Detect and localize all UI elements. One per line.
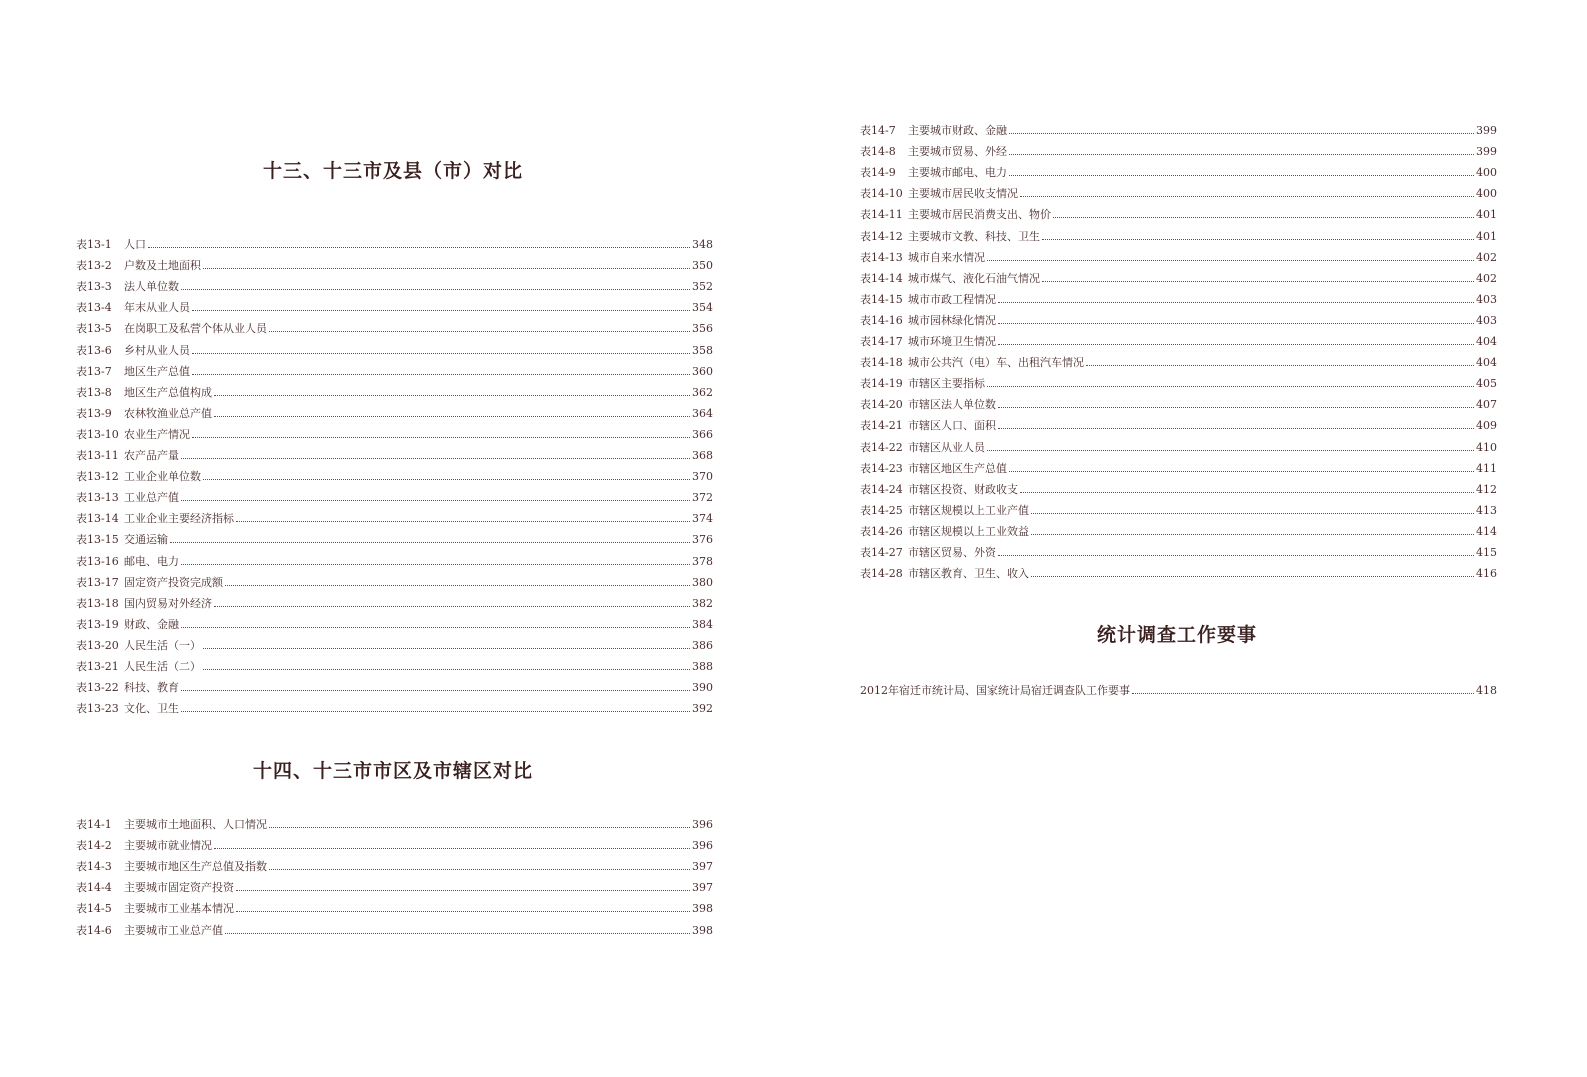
- toc-entry[interactable]: [76, 546, 713, 568]
- toc-entry[interactable]: [76, 504, 713, 526]
- dot-leader: [1042, 280, 1474, 282]
- toc-entry-title: 主要城市贸易、外经: [908, 145, 1007, 159]
- dot-leader: [1053, 216, 1474, 218]
- toc-entry-title: 法人单位数: [124, 280, 179, 294]
- toc-entry[interactable]: [860, 116, 1497, 138]
- toc-entry[interactable]: [860, 559, 1497, 581]
- dot-leader: [214, 394, 690, 396]
- toc-entry-code: 表14-4: [76, 881, 112, 895]
- toc-entry-title: 城市煤气、液化石油气情况: [908, 271, 1040, 285]
- toc-entry-code: 表14-3: [76, 860, 112, 874]
- dot-leader: [181, 563, 690, 565]
- toc-entry-title: 市辖区人口、面积: [908, 419, 996, 433]
- toc-entry-page-number: 354: [692, 301, 713, 315]
- dot-leader: [203, 267, 690, 269]
- toc-entry-code: 表14-7: [860, 124, 896, 138]
- toc-entry[interactable]: [76, 483, 713, 505]
- toc-entry-title: 市辖区地区生产总值: [908, 461, 1007, 475]
- toc-entry-page-number: 358: [692, 343, 713, 357]
- toc-entry-code: 表14-22: [860, 440, 903, 454]
- dot-leader: [1031, 533, 1474, 535]
- toc-entry-page-number: 362: [692, 385, 713, 399]
- toc-entry[interactable]: [76, 894, 713, 916]
- toc-entry-page-number: 416: [1476, 567, 1497, 581]
- dot-leader: [1042, 238, 1474, 240]
- dot-leader: [225, 584, 690, 586]
- toc-entry-code: 表13-13: [76, 491, 119, 505]
- toc-entry[interactable]: [860, 496, 1497, 517]
- toc-entry-title: 市辖区规模以上工业效益: [908, 524, 1029, 538]
- toc-entry-title: 主要城市工业基本情况: [124, 902, 234, 916]
- toc-entry-page-number: 402: [1476, 271, 1497, 285]
- toc-entry-title: 人口: [124, 238, 146, 252]
- toc-entry-page-number: 415: [1476, 545, 1497, 559]
- toc-entry-code: 表14-13: [860, 250, 903, 264]
- dot-leader: [181, 288, 690, 290]
- toc-entry-page-number: 399: [1476, 145, 1497, 159]
- toc-entry[interactable]: [76, 810, 713, 832]
- dot-leader: [998, 343, 1474, 345]
- toc-entry-title: 国内贸易对外经济: [124, 596, 212, 610]
- dot-leader: [998, 554, 1474, 556]
- toc-entry-code: 表13-1: [76, 238, 112, 252]
- toc-section-14-left: [76, 810, 713, 937]
- toc-entry-page-number: 402: [1476, 250, 1497, 264]
- toc-entry-code: 表13-6: [76, 343, 112, 357]
- toc-entry-page-number: 413: [1476, 503, 1497, 517]
- toc-entry-code: 表13-8: [76, 385, 112, 399]
- toc-entry-title: 交通运输: [124, 533, 168, 547]
- toc-entry-page-number: 397: [692, 860, 713, 874]
- toc-entry-code: 表14-23: [860, 461, 903, 475]
- toc-entry[interactable]: [860, 676, 1497, 698]
- toc-entry[interactable]: [860, 411, 1497, 433]
- toc-entry-code: 表14-21: [860, 419, 903, 433]
- toc-entry[interactable]: [76, 230, 713, 252]
- toc-entry-title: 主要城市工业总产值: [124, 923, 223, 937]
- dot-leader: [181, 626, 690, 628]
- toc-entry-code: 表14-16: [860, 313, 903, 327]
- toc-entry-code: 表14-6: [76, 923, 112, 937]
- toc-entry-page-number: 360: [692, 364, 713, 378]
- toc-entry-code: 表13-12: [76, 470, 119, 484]
- toc-entry[interactable]: [76, 525, 713, 547]
- toc-entry-page-number: 403: [1476, 313, 1497, 327]
- toc-entry-code: 表14-28: [860, 567, 903, 581]
- dot-leader: [181, 457, 690, 459]
- toc-entry-code: 表13-3: [76, 280, 112, 294]
- toc-entry[interactable]: [860, 390, 1497, 412]
- dot-leader: [269, 330, 690, 332]
- toc-entry-page-number: 409: [1476, 419, 1497, 433]
- toc-entry[interactable]: [860, 538, 1497, 559]
- toc-entry-page-number: 401: [1476, 229, 1497, 243]
- toc-entry-title: 地区生产总值: [124, 364, 190, 378]
- toc-entry-title: 市辖区贸易、外资: [908, 545, 996, 559]
- toc-entry-title: 主要城市文教、科技、卫生: [908, 229, 1040, 243]
- toc-entry-title: 农林牧渔业总产值: [124, 406, 212, 420]
- toc-entry[interactable]: [860, 179, 1497, 201]
- toc-entry[interactable]: [860, 200, 1497, 222]
- toc-entry[interactable]: [860, 517, 1497, 538]
- toc-entry-page-number: 399: [1476, 124, 1497, 138]
- toc-entry-title: 城市公共汽（电）车、出租汽车情况: [908, 356, 1084, 370]
- dot-leader: [203, 647, 690, 649]
- toc-entry-title: 人民生活（一）: [124, 638, 201, 652]
- toc-entry-title: 主要城市居民收支情况: [908, 187, 1018, 201]
- toc-entry[interactable]: [860, 264, 1497, 285]
- toc-entry-code: 表14-9: [860, 166, 896, 180]
- toc-entry[interactable]: [860, 243, 1497, 264]
- toc-entry-code: 表14-19: [860, 377, 903, 391]
- toc-entry[interactable]: [860, 475, 1497, 496]
- toc-entry-code: 表13-22: [76, 681, 119, 695]
- toc-entry-title: 年末从业人员: [124, 301, 190, 315]
- toc-entry-page-number: 356: [692, 322, 713, 336]
- toc-entry-code: 表14-12: [860, 229, 903, 243]
- dot-leader: [1132, 692, 1474, 694]
- toc-entry-page-number: 398: [692, 902, 713, 916]
- toc-entry[interactable]: [76, 357, 713, 378]
- toc-entry-code: 表14-14: [860, 271, 903, 285]
- toc-section-14-right: [860, 116, 1497, 581]
- toc-entry-title: 工业总产值: [124, 491, 179, 505]
- dot-leader: [1031, 512, 1474, 514]
- toc-entry-title: 主要城市土地面积、人口情况: [124, 818, 267, 832]
- toc-entry-page-number: 368: [692, 449, 713, 463]
- dot-leader: [987, 259, 1474, 261]
- toc-entry-page-number: 407: [1476, 398, 1497, 412]
- toc-entry-page-number: 396: [692, 839, 713, 853]
- dot-leader: [1086, 364, 1474, 366]
- toc-entry[interactable]: [76, 694, 713, 716]
- toc-entry-code: 表13-10: [76, 427, 119, 441]
- dot-leader: [181, 689, 690, 691]
- toc-entry-page-number: 378: [692, 554, 713, 568]
- toc-entry-title: 乡村从业人员: [124, 343, 190, 357]
- dot-leader: [236, 889, 690, 891]
- toc-entry[interactable]: [76, 568, 713, 589]
- toc-entry-title: 农产品产量: [124, 449, 179, 463]
- dot-leader: [214, 605, 690, 607]
- toc-entry[interactable]: [860, 137, 1497, 159]
- toc-entry-title: 城市自来水情况: [908, 250, 985, 264]
- toc-entry-page-number: 418: [1476, 684, 1497, 698]
- toc-entry-page-number: 397: [692, 881, 713, 895]
- dot-leader: [170, 541, 690, 543]
- dot-leader: [998, 301, 1474, 303]
- toc-entry[interactable]: [76, 915, 713, 937]
- toc-entry-title: 市辖区教育、卫生、收入: [908, 567, 1029, 581]
- toc-entry-code: 表14-18: [860, 356, 903, 370]
- toc-entry-title: 城市园林绿化情况: [908, 313, 996, 327]
- toc-entry-code: 表13-2: [76, 259, 112, 273]
- toc-entry[interactable]: [860, 348, 1497, 370]
- dot-leader: [203, 668, 690, 670]
- toc-entry-title: 财政、金融: [124, 617, 179, 631]
- toc-entry-code: 表13-15: [76, 533, 119, 547]
- toc-section-13: [76, 230, 713, 716]
- toc-entry-title: 市辖区规模以上工业产值: [908, 503, 1029, 517]
- dot-leader: [269, 868, 690, 870]
- toc-entry-code: 表14-15: [860, 292, 903, 306]
- toc-entry-code: 表14-11: [860, 208, 903, 222]
- toc-entry-title: 主要城市财政、金融: [908, 124, 1007, 138]
- toc-entry-page-number: 376: [692, 533, 713, 547]
- dot-leader: [1009, 470, 1474, 472]
- toc-entry-page-number: 386: [692, 638, 713, 652]
- dot-leader: [192, 309, 690, 311]
- toc-entry[interactable]: [76, 314, 713, 336]
- toc-entry-code: 表13-20: [76, 638, 119, 652]
- toc-entry-title: 城市市政工程情况: [908, 292, 996, 306]
- dot-leader: [236, 910, 690, 912]
- dot-leader: [181, 499, 690, 501]
- toc-entry-code: 表13-5: [76, 322, 112, 336]
- toc-entry-title: 科技、教育: [124, 681, 179, 695]
- toc-entry-title: 户数及土地面积: [124, 259, 201, 273]
- section-13-title: 十三、十三市及县（市）对比: [262, 160, 523, 182]
- dot-leader: [181, 710, 690, 712]
- dot-leader: [269, 826, 690, 828]
- toc-entry-title: 农业生产情况: [124, 427, 190, 441]
- toc-entry-title: 工业企业主要经济指标: [124, 512, 234, 526]
- dot-leader: [987, 449, 1474, 451]
- toc-entry-code: 表13-19: [76, 617, 119, 631]
- toc-entry[interactable]: [860, 369, 1497, 391]
- toc-entry-code: 表14-26: [860, 524, 903, 538]
- toc-entry-title: 在岗职工及私营个体从业人员: [124, 322, 267, 336]
- dot-leader: [214, 847, 690, 849]
- toc-entry-code: 表14-2: [76, 839, 112, 853]
- toc-survey: [860, 676, 1497, 698]
- toc-entry[interactable]: [76, 610, 713, 631]
- dot-leader: [236, 520, 690, 522]
- toc-entry-page-number: 366: [692, 427, 713, 441]
- toc-entry-page-number: 414: [1476, 524, 1497, 538]
- toc-entry[interactable]: [860, 285, 1497, 306]
- toc-entry[interactable]: [76, 251, 713, 273]
- dot-leader: [998, 427, 1474, 429]
- toc-entry-code: 表14-24: [860, 482, 903, 496]
- toc-entry-code: 表13-21: [76, 659, 119, 673]
- toc-entry[interactable]: [76, 378, 713, 399]
- toc-entry-page-number: 396: [692, 818, 713, 832]
- toc-entry-title: 市辖区法人单位数: [908, 398, 996, 412]
- toc-entry[interactable]: [76, 673, 713, 695]
- toc-entry-code: 表14-20: [860, 398, 903, 412]
- toc-entry[interactable]: [76, 399, 713, 420]
- toc-entry-page-number: 411: [1476, 461, 1497, 475]
- dot-leader: [998, 406, 1474, 408]
- toc-entry[interactable]: [860, 158, 1497, 180]
- toc-entry-page-number: 400: [1476, 187, 1497, 201]
- toc-entry-page-number: 392: [692, 702, 713, 716]
- toc-entry[interactable]: [76, 272, 713, 294]
- toc-entry-code: 表13-7: [76, 364, 112, 378]
- toc-entry-title: 文化、卫生: [124, 702, 179, 716]
- dot-leader: [1009, 132, 1474, 134]
- toc-entry-code: 表14-25: [860, 503, 903, 517]
- toc-entry-title: 市辖区投资、财政收支: [908, 482, 1018, 496]
- toc-entry[interactable]: [76, 589, 713, 610]
- toc-entry[interactable]: [76, 873, 713, 895]
- section-14-title: 十四、十三市市区及市辖区对比: [252, 760, 533, 782]
- toc-entry-code: 表13-18: [76, 596, 119, 610]
- dot-leader: [225, 932, 690, 934]
- toc-entry[interactable]: [76, 441, 713, 463]
- toc-entry-page-number: 352: [692, 280, 713, 294]
- toc-entry[interactable]: [76, 831, 713, 853]
- toc-entry-page-number: 388: [692, 659, 713, 673]
- toc-entry-title: 主要城市邮电、电力: [908, 166, 1007, 180]
- toc-entry-title: 人民生活（二）: [124, 659, 201, 673]
- dot-leader: [148, 246, 690, 248]
- toc-entry-page-number: 390: [692, 681, 713, 695]
- toc-entry[interactable]: [860, 327, 1497, 349]
- toc-entry-code: 表13-17: [76, 575, 119, 589]
- toc-entry[interactable]: [860, 306, 1497, 327]
- toc-entry-page-number: 370: [692, 470, 713, 484]
- toc-entry-title: 地区生产总值构成: [124, 385, 212, 399]
- toc-entry-code: 表14-1: [76, 818, 112, 832]
- toc-entry-page-number: 380: [692, 575, 713, 589]
- toc-entry-page-number: 403: [1476, 292, 1497, 306]
- dot-leader: [1009, 174, 1474, 176]
- toc-entry-title: 市辖区主要指标: [908, 377, 985, 391]
- toc-entry-code: 表13-9: [76, 406, 112, 420]
- toc-entry-page-number: 372: [692, 491, 713, 505]
- toc-entry[interactable]: [76, 652, 713, 673]
- toc-entry-title: 主要城市地区生产总值及指数: [124, 860, 267, 874]
- toc-entry-title: 邮电、电力: [124, 554, 179, 568]
- toc-entry[interactable]: [76, 852, 713, 874]
- toc-entry-code: 表14-10: [860, 187, 903, 201]
- toc-entry[interactable]: [76, 631, 713, 652]
- toc-entry-page-number: 350: [692, 259, 713, 273]
- toc-entry-code: 表14-17: [860, 335, 903, 349]
- toc-entry-page-number: 401: [1476, 208, 1497, 222]
- dot-leader: [1009, 153, 1474, 155]
- toc-entry[interactable]: [860, 221, 1497, 243]
- toc-entry-code: 表14-27: [860, 545, 903, 559]
- toc-entry-page-number: 404: [1476, 356, 1497, 370]
- dot-leader: [192, 373, 690, 375]
- toc-entry-title: 主要城市居民消费支出、物价: [908, 208, 1051, 222]
- toc-entry[interactable]: [76, 420, 713, 441]
- toc-entry-code: 表13-16: [76, 554, 119, 568]
- toc-entry[interactable]: [860, 454, 1497, 475]
- toc-entry[interactable]: [76, 293, 713, 315]
- toc-entry-code: 表13-14: [76, 512, 119, 526]
- toc-entry-title: 市辖区从业人员: [908, 440, 985, 454]
- toc-entry-page-number: 374: [692, 512, 713, 526]
- toc-entry-code: 表13-4: [76, 301, 112, 315]
- toc-entry-title: 主要城市固定资产投资: [124, 881, 234, 895]
- toc-entry-page-number: 404: [1476, 335, 1497, 349]
- dot-leader: [1020, 195, 1474, 197]
- dot-leader: [1031, 575, 1474, 577]
- dot-leader: [192, 436, 690, 438]
- toc-entry-title: 主要城市就业情况: [124, 839, 212, 853]
- toc-entry-code: 表13-23: [76, 702, 119, 716]
- dot-leader: [987, 385, 1474, 387]
- toc-entry-page-number: 400: [1476, 166, 1497, 180]
- toc-entry-page-number: 398: [692, 923, 713, 937]
- toc-entry-title: 固定资产投资完成额: [124, 575, 223, 589]
- toc-entry-page-number: 405: [1476, 377, 1497, 391]
- toc-entry[interactable]: [860, 432, 1497, 454]
- dot-leader: [214, 415, 690, 417]
- toc-entry[interactable]: [76, 462, 713, 484]
- toc-entry-page-number: 364: [692, 406, 713, 420]
- toc-entry-title: 工业企业单位数: [124, 470, 201, 484]
- toc-entry-title: 城市环境卫生情况: [908, 335, 996, 349]
- toc-entry-title: 2012年宿迁市统计局、国家统计局宿迁调查队工作要事: [860, 684, 1130, 698]
- survey-section-title: 统计调查工作要事: [1096, 624, 1257, 646]
- toc-entry-code: 表14-8: [860, 145, 896, 159]
- toc-entry-code: 表13-11: [76, 449, 119, 463]
- dot-leader: [1020, 491, 1474, 493]
- dot-leader: [998, 322, 1474, 324]
- toc-entry-page-number: 410: [1476, 440, 1497, 454]
- toc-entry-code: 表14-5: [76, 902, 112, 916]
- dot-leader: [192, 352, 690, 354]
- toc-entry-page-number: 384: [692, 617, 713, 631]
- dot-leader: [203, 478, 690, 480]
- toc-entry-page-number: 412: [1476, 482, 1497, 496]
- toc-entry-page-number: 348: [692, 238, 713, 252]
- toc-entry-page-number: 382: [692, 596, 713, 610]
- toc-entry[interactable]: [76, 335, 713, 357]
